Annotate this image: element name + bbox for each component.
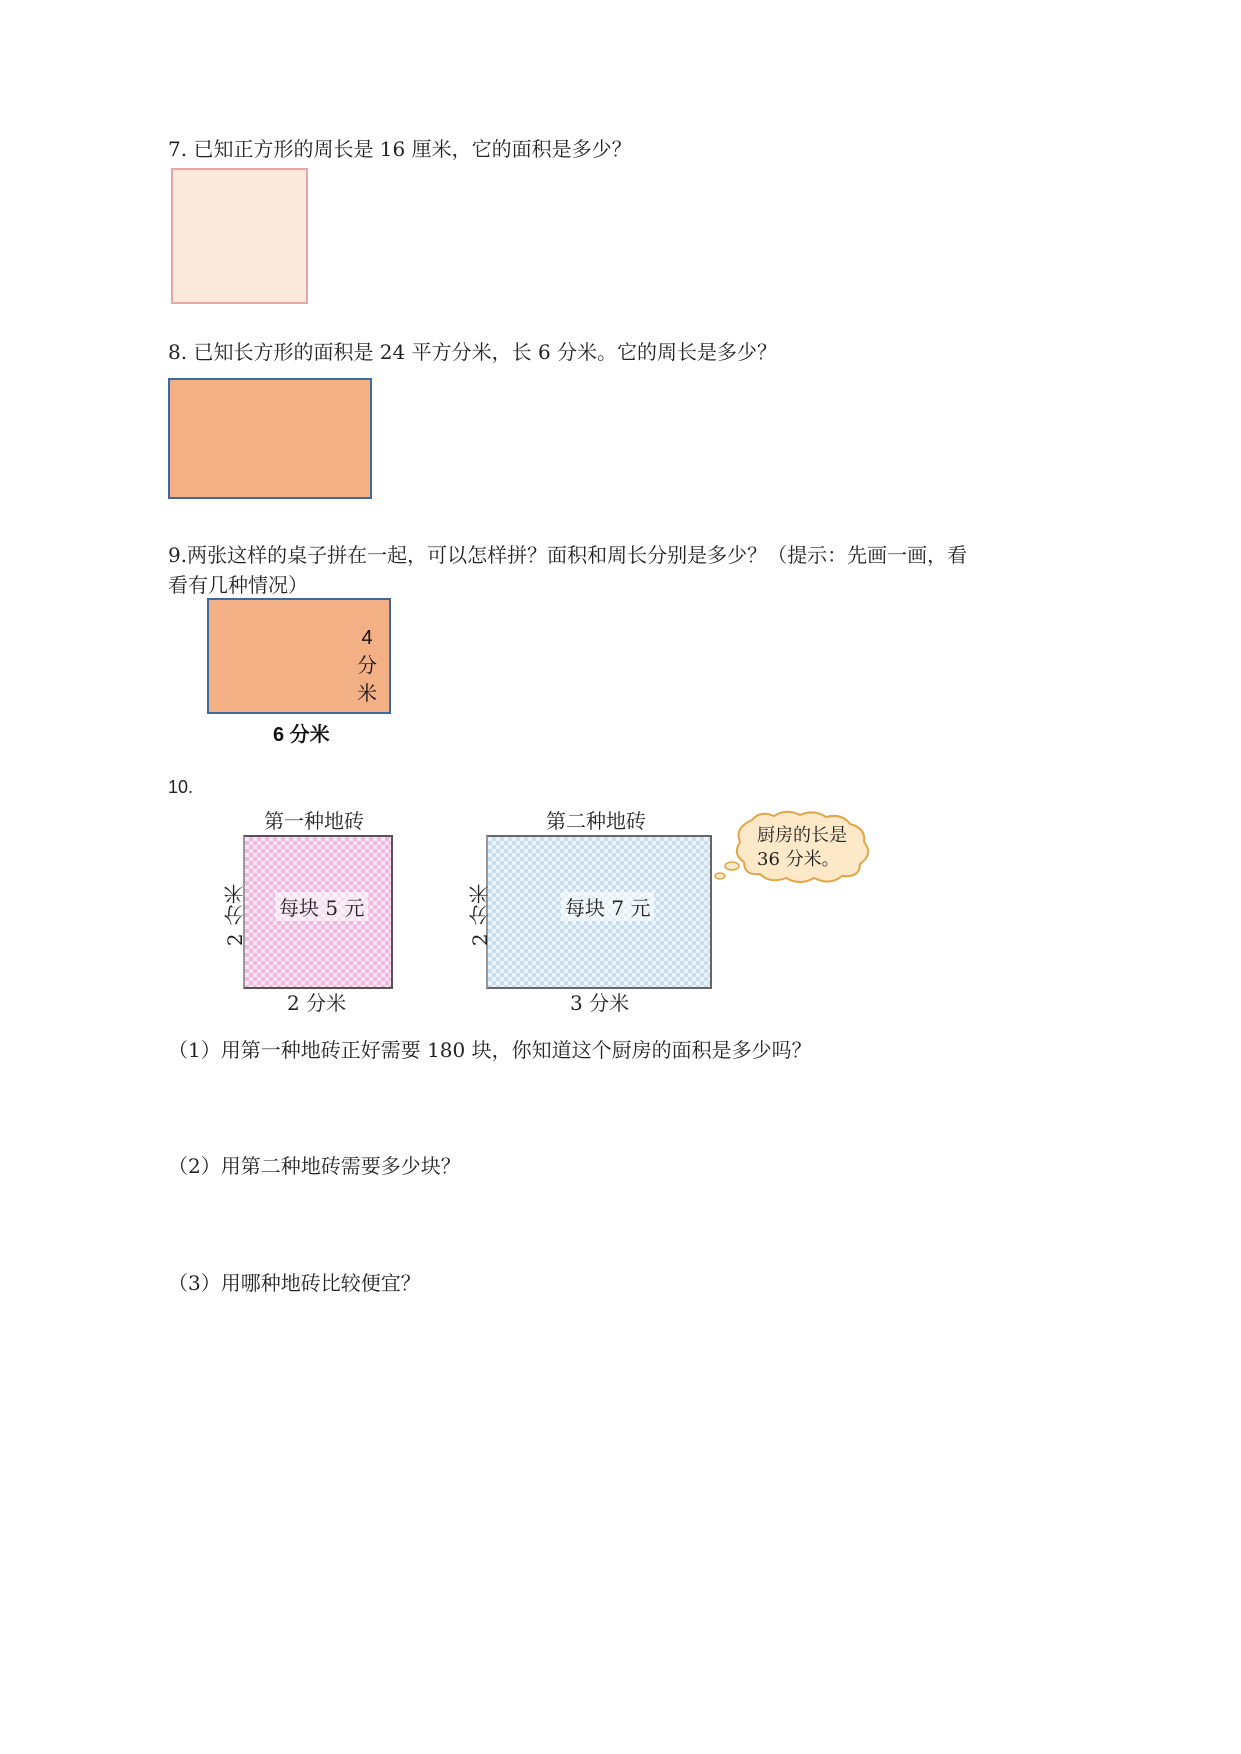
tile1-side-label: 2 分米 xyxy=(223,883,247,947)
tile1-price: 每块 5 元 xyxy=(275,892,368,921)
tile2-price: 每块 7 元 xyxy=(561,892,654,921)
tile2-side-label: 2 分米 xyxy=(468,883,492,947)
tile1-bottom-label: 2 分米 xyxy=(287,991,347,1015)
question-10-sub2: （2）用第二种地砖需要多少块？ xyxy=(168,1154,461,1178)
tile2-title: 第二种地砖 xyxy=(546,809,646,833)
question-9-line1: 9.两张这样的桌子拼在一起，可以怎样拼？面积和周长分别是多少？（提示：先画一画，看 xyxy=(168,543,968,567)
tile2-bottom-label: 3 分米 xyxy=(570,991,630,1015)
question-10-sub1: （1）用第一种地砖正好需要 180 块，你知道这个厨房的面积是多少吗？ xyxy=(168,1038,812,1062)
question-10-sub3: （3）用哪种地砖比较便宜？ xyxy=(168,1271,421,1295)
tile1-title: 第一种地砖 xyxy=(264,809,364,833)
tile2-figure xyxy=(486,835,712,989)
table-bottom-label: 6 分米 xyxy=(273,724,330,746)
table-side-label: 4 分 米 xyxy=(357,627,377,705)
table-rectangle-figure xyxy=(207,598,391,714)
bubble-line1: 厨房的长是 xyxy=(757,825,847,846)
question-9-line2: 看有几种情况） xyxy=(168,573,308,597)
tile1-figure xyxy=(243,835,393,989)
square-figure xyxy=(171,168,308,304)
question-8-text: 8. 已知长方形的面积是 24 平方分米，长 6 分米。它的周长是多少？ xyxy=(168,340,778,364)
question-10-number: 10. xyxy=(168,777,194,797)
rectangle-figure xyxy=(168,378,372,499)
question-7-text: 7. 已知正方形的周长是 16 厘米，它的面积是多少？ xyxy=(168,137,632,161)
bubble-line2: 36 分米。 xyxy=(757,849,840,870)
